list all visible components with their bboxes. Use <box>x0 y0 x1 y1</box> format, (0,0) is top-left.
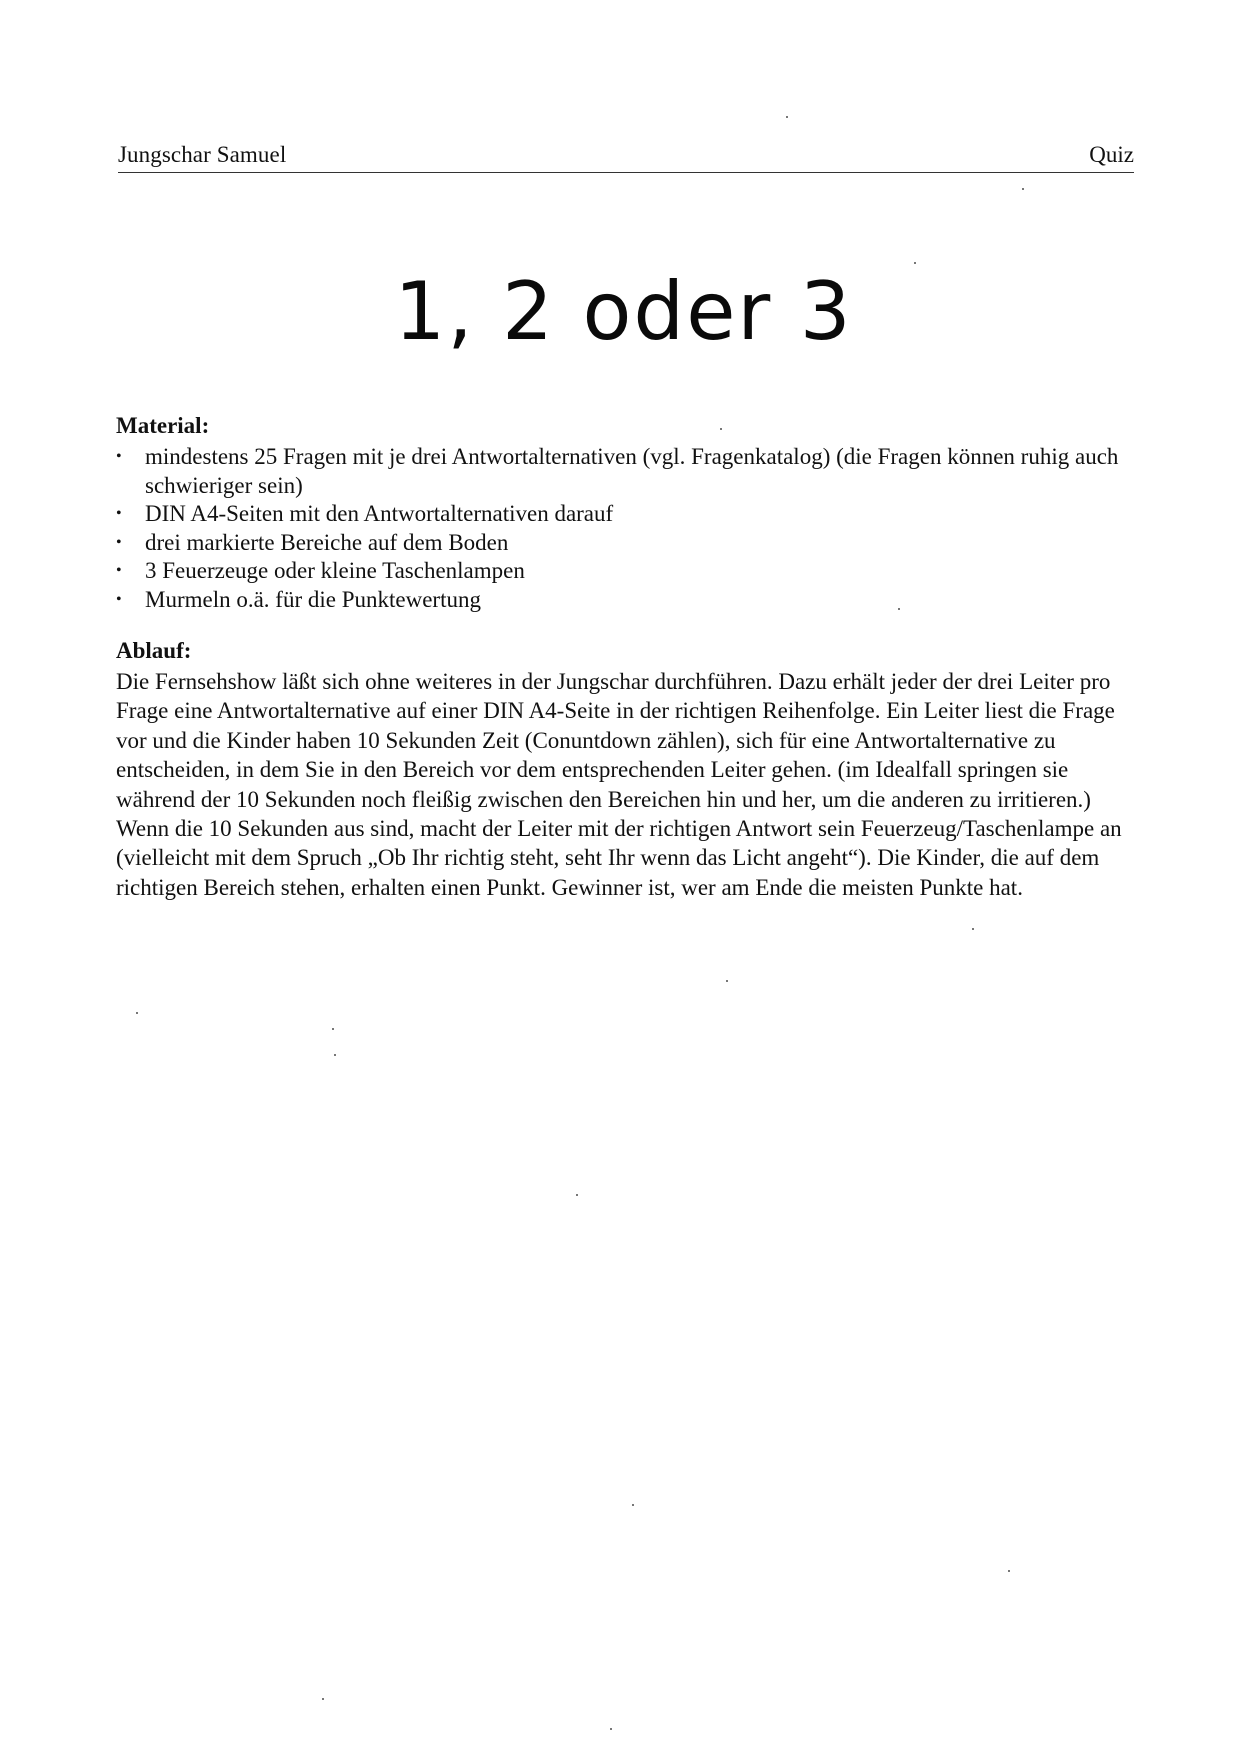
material-item <box>116 443 1126 500</box>
bullet-icon: • <box>116 562 122 579</box>
material-item-text: drei markierte Bereiche auf dem Boden <box>145 529 509 555</box>
page-title: 1, 2 oder 3 <box>394 265 853 358</box>
material-item <box>116 586 1126 615</box>
scan-speck <box>334 1054 336 1056</box>
scan-speck <box>972 928 974 930</box>
scan-speck <box>322 1698 324 1700</box>
material-item <box>116 500 1126 529</box>
bullet-icon: • <box>116 448 122 465</box>
bullet-icon: • <box>116 533 122 551</box>
material-item <box>116 529 1126 558</box>
scan-speck <box>610 1728 612 1730</box>
page-header <box>118 140 1134 173</box>
ablauf-paragraph: Die Fernsehshow läßt sich ohne weiteres in der Jungschar durchführen. Dazu erhält jeder der drei Leiter pro Frage eine Antwortalternative auf einer DIN A4-Seite in der richtigen Reihenfolge. Ein Leiter liest die Frage vor und die Kinder haben 10 Sekunden Zeit (Conuntdown zählen), sich für eine Antwortalternative zu entscheiden, in dem Sie in den Bereich vor dem entsprechenden Leiter gehen. (im Idealfall springen sie während der 10 Sekunden noch fleißig zwischen den Bereichen hin und her, um die anderen zu irritieren.) Wenn die 10 Sekunden aus sind, macht der Leiter mit der richtigen Antwort sein Feuerzeug/Taschenlampe an (vielleicht mit dem Spruch „Ob Ihr richtig steht, seht Ihr wenn das Licht angeht“). Die Kinder, die auf dem richtigen Bereich stehen, erhalten einen Punkt. Gewinner ist, wer am Ende die meisten Punkte hat. <box>116 669 1122 900</box>
scan-speck <box>1022 188 1024 190</box>
material-heading: Material: <box>116 413 210 438</box>
bullet-icon: • <box>116 505 122 522</box>
scan-speck <box>726 980 728 982</box>
scan-speck <box>898 608 900 610</box>
scan-speck <box>332 1028 334 1030</box>
material-list <box>116 443 1126 614</box>
scan-speck <box>1008 1570 1010 1572</box>
ablauf-heading: Ablauf: <box>116 638 192 663</box>
material-item-text: Murmeln o.ä. für die Punktewertung <box>145 586 481 612</box>
material-item <box>116 557 1126 586</box>
bullet-icon: • <box>116 590 122 608</box>
material-item-text: DIN A4-Seiten mit den Antwortalternativen darauf <box>145 501 614 526</box>
material-item-text: 3 Feuerzeuge oder kleine Taschenlampen <box>145 558 525 583</box>
header-organization: Jungschar Samuel <box>118 142 287 167</box>
scan-speck <box>786 116 788 118</box>
header-category: Quiz <box>1089 142 1134 167</box>
scan-speck <box>914 262 916 264</box>
scan-speck <box>632 1504 634 1506</box>
material-item-text: mindestens 25 Fragen mit je drei Antwortalternativen (vgl. Fragenkatalog) (die Fragen können ruhig auch schwieriger sein) <box>145 444 1119 498</box>
scan-speck <box>720 428 722 430</box>
scan-speck <box>136 1012 138 1014</box>
scan-speck <box>576 1194 578 1196</box>
